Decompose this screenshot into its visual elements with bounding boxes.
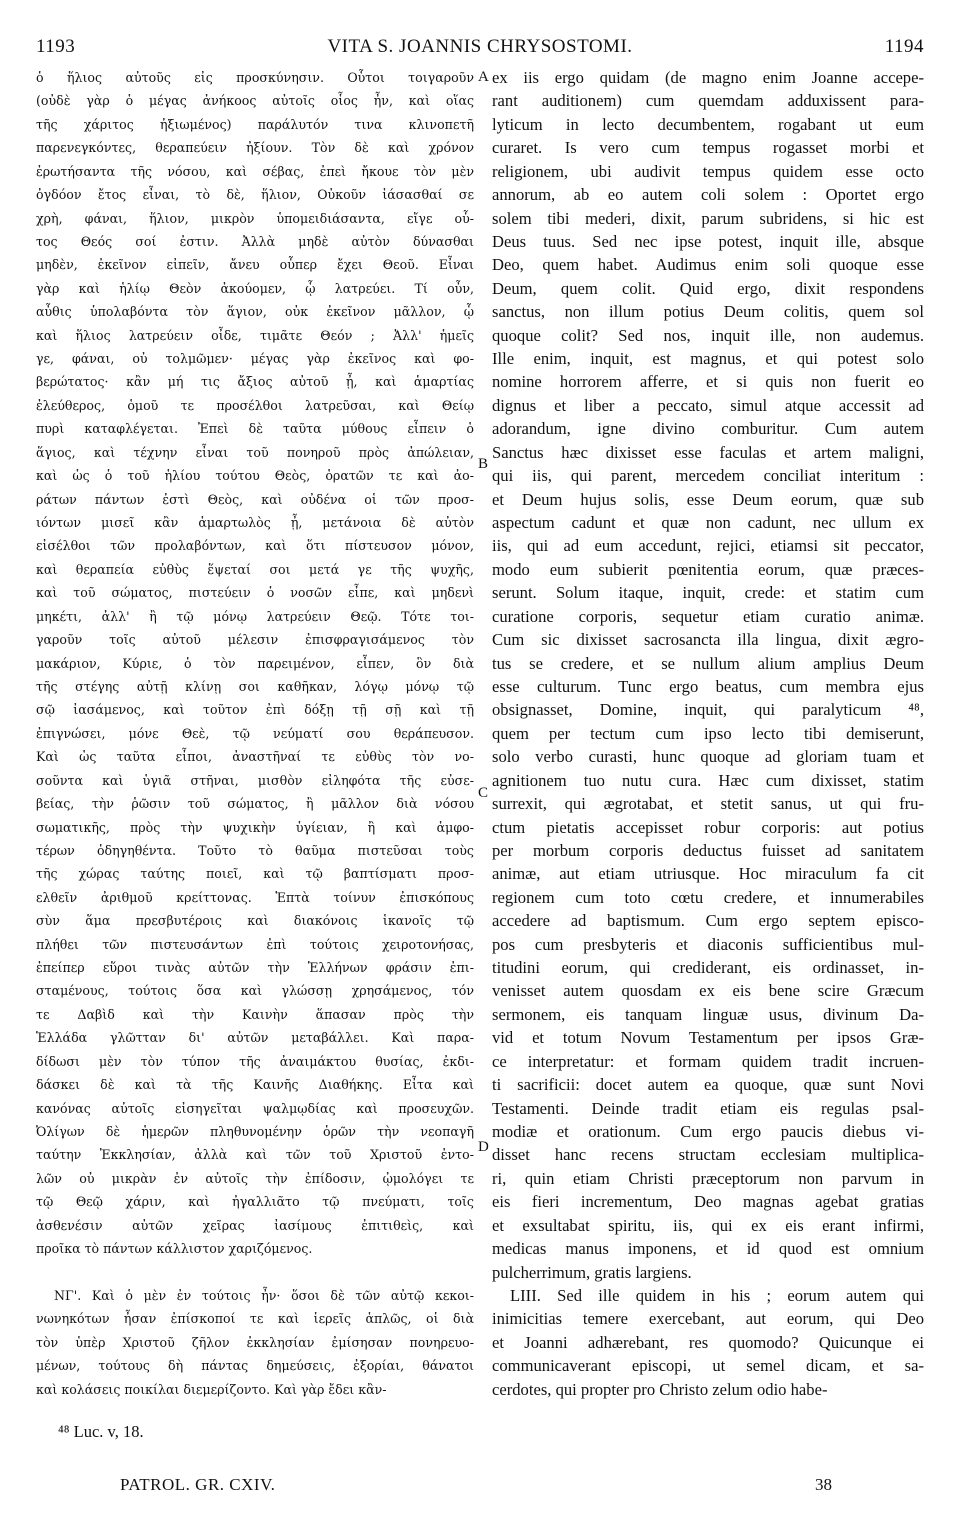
latin-line: curaret. Is vero cum tempus rogasset morbi et <box>492 138 924 158</box>
greek-line: ὁ ἥλιος αὐτοῦς εἰς προσκύνησιν. Οὗτοι τοιγαροῦν <box>36 70 474 85</box>
latin-line: accedere ad baptismum. Cum ergo septem episco- <box>492 911 924 931</box>
latin-line: communicaverant episcopi, ut semel dicam, et sa- <box>492 1356 924 1376</box>
greek-line: λῶν οὐ μικρὰν ἐν αὐτοῖς τὴν ἐπίδοσιν, ᾠμολόγει τε <box>36 1170 474 1186</box>
latin-line: adorandum, igne divino comburitur. Cum autem <box>492 419 924 439</box>
series-signature: PATROL. GR. CXIV. <box>120 1475 276 1494</box>
greek-line: τὸν ὑπὲρ Χριστοῦ ζῆλον ἐκκλησίαν ἐμίσησαν πονηρευο- <box>36 1334 474 1350</box>
greek-line: ἅγιος, καὶ τέχνην εἶναι τοῦ πονηροῦ πρὸς ἀπώλειαν, <box>36 444 474 460</box>
greek-line: κανόνας αὐτοῖς εἰσηγεῖται ψαλμῳδίας καὶ προσευχῶν. <box>36 1100 474 1116</box>
greek-line: μηκέτι, ἀλλ' ἢ τῷ μόνῳ λατρεύειν Θεῷ. Τότε τοι- <box>36 608 474 624</box>
latin-line: inimicitias temere exercebant, aut eorum, qui Deo <box>492 1309 924 1329</box>
greek-blank <box>36 1261 474 1284</box>
greek-line: γαροῦν τοῖς αὐτοῦ μέλεσιν ἐπισφραγισάμενος τὸν <box>36 632 474 648</box>
latin-line: rant auditionem) cum quemdam adduxissent para- <box>492 91 924 111</box>
latin-line: solo verbo curasti, hunc quoque ad gloriam tuam et <box>492 747 924 767</box>
greek-line: ἐπιγνώσει, μόνε Θεὲ, τῷ νεύματί σου θεράπευσον. <box>36 725 474 741</box>
latin-line: Deo, quem habet. Audimus enim soli quoque esse <box>492 255 924 275</box>
latin-line: titudini eorum, qui crediderant, eis ordinasset, in- <box>492 958 924 978</box>
greek-line: ἀσθενέσιν αὐτῶν χεῖρας ἰασίμους ἐπιτιθεὶς, καὶ <box>36 1217 474 1233</box>
latin-line: LIII. Sed ille quidem in his ; eorum autem qui <box>510 1285 924 1305</box>
greek-line: τῆς χώρας ταύτης ποιεῖ, καὶ τῷ βαπτίσματι προσ- <box>36 866 474 882</box>
section-marker-d: D <box>478 1139 489 1155</box>
greek-line: χρὴ, φάναι, ἥλιον, μικρὸν ὑπομειδιάσαντα, εἴγε οὗ- <box>36 210 474 226</box>
latin-line: modiæ et orationum. Cum ergo paucis diebus vi- <box>492 1121 924 1141</box>
latin-line: nomine horrorem afferre, et si quis non fuerit eo <box>492 372 924 392</box>
latin-line: sermonem, eis tanquam linguæ usus, divinum Da- <box>492 1004 924 1024</box>
greek-text-column <box>36 66 474 1401</box>
greek-line: καὶ θεραπεία εὐθὺς ἕψεταί σοι μετά γε τῆς ψυχῆς, <box>36 561 474 577</box>
greek-line: Ὀλίγων δὲ ἡμερῶν πληθυνομένην ὁρῶν τὴν νεοπαγῆ <box>36 1123 474 1139</box>
greek-line: τε Δαβὶδ καὶ τὴν Καινὴν ἅπασαν πρὸς τὴν <box>36 1006 474 1022</box>
greek-line: πλήθει τῶν πιστευσάντων ἐπὶ τούτοις χειροτονήσας, <box>36 936 474 952</box>
latin-line: religionem, ubi audivit tempus quidem esse octo <box>492 161 924 181</box>
greek-line: δίδωσι μὲν τὸν τύπον τῆς ἀναιμάκτου θυσίας, ἐκδι- <box>36 1053 474 1069</box>
greek-line: σταμένους, τούτοις ὅσα καὶ γλώσσῃ χρησάμενος, τόν <box>36 983 474 999</box>
latin-line: animæ, aut etiam utriusque. Hoc miraculum fa cit <box>492 864 924 884</box>
greek-line: μακάριον, Κύριε, ὁ τὸν παρειμένον, εἶπεν, ὃν διὰ <box>36 655 474 671</box>
latin-line: Testamenti. Deinde tradit etiam eis regulas psal- <box>492 1098 924 1118</box>
latin-line: ti sacrificii: docet autem ea quoque, quæ sunt Novi <box>492 1075 924 1095</box>
greek-line: (οὐδὲ γὰρ ὁ μέγας ἀνήκοος αὐτοῖς οἷος ἦν, καὶ οἵας <box>36 93 474 109</box>
latin-text-column <box>492 66 924 1401</box>
left-column-number: 1193 <box>36 36 76 57</box>
greek-line: προῖκα τὸ πάντων κάλλιστον χαριζόμενος. <box>36 1241 313 1257</box>
greek-line: αὖθις ὑπολαβόντα τὸν ἅγιον, οὐκ ἐκεῖνον μᾶλλον, ᾧ <box>36 304 474 320</box>
greek-line: γὰρ καὶ ἡλίῳ Θεὸν ἀκούομεν, ᾧ λατρεύει. Τί οὖν, <box>36 280 474 296</box>
latin-line: ex iis ergo quidam (de magno enim Joanne accepe- <box>492 68 924 87</box>
latin-line: et exsultabat spiritu, iis, qui ex eis erant infirmi, <box>492 1215 924 1235</box>
latin-line: venisset autem quosdam ex eis bene scire Græcum <box>492 981 924 1001</box>
latin-line: Deum, quem colit. Quid ergo, dixit respondens <box>492 278 924 298</box>
latin-line: qui iis, qui parent, mercedem conciliat interitum : <box>492 466 924 486</box>
latin-line: ri, quin etiam Christi præceptorum non parvum in <box>492 1168 924 1188</box>
latin-line: tus se credere, et se nullum alium amplius Deum <box>492 653 924 673</box>
greek-line: καὶ τοῦ σώματος, πιστεύειν ὁ νοσῶν εἶπε, καὶ μηδενὶ <box>36 585 474 601</box>
latin-line: iis, qui ad eum accedunt, rejici, etiamsi sit peccator, <box>492 536 924 556</box>
greek-line: νωνηκότων ἦσαν ἐπίσκοποί τε καὶ ἱερεῖς ἁπλῶς, οἱ διὰ <box>36 1311 474 1327</box>
greek-line: δάσκει δὲ καὶ τὰ τῆς Καινῆς Διαθήκης. Εἶτα καὶ <box>36 1077 474 1093</box>
latin-line: eis fieri incrementum, Deo magnas agebat gratias <box>492 1192 924 1212</box>
greek-line: τος Θεός σοί ἐστιν. Ἀλλὰ μηδὲ αὐτὸν δύνασθαι <box>36 233 474 249</box>
latin-line: surrexit, qui ægrotabat, et stetit sanus, ut qui fru- <box>492 794 924 814</box>
greek-line: ελθεῖν ἀριθμοῦ κρείττονας. Ἑπτὰ τοίνυν ἐπισκόπους <box>36 889 474 905</box>
greek-line: ιόντων μισεῖ κἂν ἁμαρτωλὸς ᾖ, μετάνοια δὲ αὐτὸν <box>36 515 474 531</box>
latin-line: pulcherrimum, gratis largiens. <box>492 1262 692 1282</box>
running-title: VITA S. JOANNIS CHRYSOSTOMI. <box>327 36 633 57</box>
greek-line: ταύτην Ἐκκλησίαν, ἀλλὰ καὶ τῶν τοῦ Χριστοῦ ἐντο- <box>36 1147 474 1163</box>
greek-line: ἐλεύθερος, ὁμοῦ τε προσέλθοι λατρεῦσαι, καὶ Θείῳ <box>36 397 474 413</box>
latin-line: vid et totum Novum Testamentum per ipsos Græ- <box>492 1028 924 1048</box>
latin-line: medicas manus imponens, et id quod est omnium <box>492 1239 924 1259</box>
latin-line: Cum sic dixisset sacrosancta illa lingua, dixit ægro- <box>492 630 924 650</box>
greek-line: σωματικῆς, πρὸς τὴν ψυχικὴν ὑγίειαν, ἢ καὶ ἀμφο- <box>36 819 474 835</box>
latin-line: per morbum corporis deductus fuisset ad sanitatem <box>492 840 924 860</box>
greek-line: ἐπείπερ εὕροι τινὰς αὐτῶν τὴν Ἑλλήνων φράσιν ἐπι- <box>36 960 474 976</box>
latin-line: ctum pietatis accepisset robur corporis: aut potius <box>492 817 924 837</box>
latin-line: curatione corporis, sequetur etiam curatio animæ. <box>492 606 924 626</box>
section-marker-b: B <box>478 456 489 472</box>
latin-line: cerdotes, qui propter pro Christo zelum odio habe- <box>492 1379 828 1399</box>
latin-line: serunt. Solum itaque, inquit, crede: et statim cum <box>492 583 924 603</box>
running-header <box>36 36 924 62</box>
latin-line: et Joanni adhærebant, res quomodo? Quicunque ei <box>492 1332 924 1352</box>
greek-line: Καὶ ὡς ταῦτα εἶποι, ἀναστῆναί τε εὐθὺς τὸν νο- <box>36 749 474 765</box>
latin-line: ce interpretatur: et formam quidem tradit incruen- <box>492 1051 924 1071</box>
latin-line: Ille enim, inquit, est magnus, et qui potest solo <box>492 349 924 369</box>
latin-line: disset hanc recens structam ecclesiam multiplica- <box>492 1145 924 1165</box>
greek-line: Ἑλλάδα γλῶτταν δι' αὐτῶν μεταβάλλει. Καὶ παρα- <box>36 1030 474 1046</box>
greek-line: παρενεγκόντες, θεραπεύειν ἠξίουν. Τὸν δὲ καὶ χρόνον <box>36 140 474 156</box>
greek-line: μένων, τούτους δὴ πάντας δημεύσεις, ἐξορίαι, θάνατοι <box>36 1358 474 1374</box>
greek-line: μηδὲν, ἐκεῖνον εἰπεῖν, ἄνευ οὗπερ ἔχει Θεοῦ. Εἶναι <box>36 257 474 273</box>
greek-line: τέρων ὁδηγηθέντα. Τοῦτο τὸ θαῦμα πιστεῦσαι τοὺς <box>36 842 474 858</box>
latin-line: aspectum cadunt et quæ non cadunt, nec ullum ex <box>492 513 924 533</box>
greek-line: σὺν ἅμα πρεσβυτέροις καὶ διακόνοις ἱκανοῖς τῷ <box>36 913 474 929</box>
greek-line: ΝΓ'. Καὶ ὁ μὲν ἐν τούτοις ἦν· ὅσοι δὲ τῶν αὐτῷ κεκοι- <box>54 1287 474 1303</box>
latin-line: annorum, ab eo autem coli solem : Oportet ergo <box>492 185 924 205</box>
latin-line: obsignasset, Domine, inquit, qui paralyticum ⁴⁸, <box>492 700 924 720</box>
greek-line: καὶ κολάσεις ποικίλαι διεμερίζοντο. Καὶ γὰρ ἔδει κἂν- <box>36 1381 387 1397</box>
latin-line: quem per tectum cum ipso lecto tibi demiserunt, <box>492 723 924 743</box>
latin-line: et Deum hujus solis, esse Deum eorum, quæ sub <box>492 489 924 509</box>
section-marker-a: A <box>478 69 489 85</box>
greek-line: τῷ Θεῷ χάριν, καὶ ἠγαλλιᾶτο τῷ πνεύματι, τοῖς <box>36 1194 474 1210</box>
greek-line: βείας, τὴν ῥῶσιν τοῦ σώματος, ἢ μᾶλλον διὰ νόσου <box>36 796 474 812</box>
greek-line: πυρὶ καταφλέγεται. Ἐπεὶ δὲ ταῦτα μύθους εἶπειν ὁ <box>36 421 474 437</box>
latin-line: solem tibi mederi, dixit, parum subridens, si hic est <box>492 208 924 228</box>
latin-line: dignus et liber a peccato, simul atque accessit ad <box>492 395 924 415</box>
greek-line: καὶ ἥλιος λατρεύειν οἶδε, τιμᾶτε Θεόν ; Ἀλλ' ἡμεῖς <box>36 327 474 343</box>
greek-line: τῆς στέγης αὐτῇ κλίνῃ σοι καθῆκαν, λόγῳ μόνῳ τῷ <box>36 678 474 694</box>
greek-line: εἰσέλθοι τῶν προλαβόντων, καὶ ὅτι πίστευσον μόνον, <box>36 538 474 554</box>
latin-line: pos cum presbyteris et diaconis sufficientibus mul- <box>492 934 924 954</box>
greek-line: ράτων πάντων ἐστὶ Θεὸς, καὶ οὐδένα οἱ τῶν προσ- <box>36 491 474 507</box>
greek-line: τῆς χάριτος ἠξιωμένος) παράλυτόν τινα κλινοπετῆ <box>36 116 474 132</box>
greek-line: σοῦντα καὶ ὑγιᾶ στῆναι, μισθὸν εἰληφότα τῆς εὐσε- <box>36 772 474 788</box>
latin-line: regionem cum toto cœtu credere, et innumerabiles <box>492 887 924 907</box>
greek-line: βερώτατος· κἂν μή τις ἄξιος αὐτοῦ ᾖ, καὶ ἁμαρτίας <box>36 374 474 390</box>
greek-line: ἐρωτήσαντα τῆς νόσου, καὶ σέβας, ἐπεὶ ἤκουε τὸν μὲν <box>36 163 474 179</box>
greek-line: ὀγδόον ἔτος εἶναι, τὸ δὲ, ἥλιον, Οὐκοῦν ἰάσασθαί σε <box>36 187 474 203</box>
section-marker-c: C <box>478 785 489 801</box>
latin-line: Sanctus hæc dixisset esse faculas et artem maligni, <box>492 442 924 462</box>
latin-line: agnitionem tuo nutu cura. Hæc cum dixisset, statim <box>492 770 924 790</box>
footnote: ⁴⁸ Luc. v, 18. <box>58 1422 144 1441</box>
greek-line: καὶ ὡς ὁ τοῦ ἡλίου τούτου Θεὸς, ὁρατῶν τε καὶ ἀο- <box>36 468 474 484</box>
latin-line: Deus tuus. Sed nec ipse potest, inquit ille, absque <box>492 231 924 251</box>
latin-line: esse culturum. Tunc ergo beatus, cum membra ejus <box>492 676 924 696</box>
greek-line: γε, φάναι, οὐ τολμῶμεν· μέγας γὰρ ἐκεῖνος καὶ φο- <box>36 351 474 367</box>
latin-line: modo eum subierit pœnitentia eorum, quæ præces- <box>492 559 924 579</box>
page-number: 38 <box>815 1475 832 1494</box>
latin-line: sanctus, non illum potius Deum colitis, quem sol <box>492 302 924 322</box>
greek-line: σῷ ἰασάμενος, καὶ τοῦτον ἐπὶ δόξῃ τῇ σῇ καὶ τῇ <box>36 702 474 718</box>
latin-line: quoque colit? Sed nos, inquit ille, non audemus. <box>492 325 924 345</box>
latin-line: lyticum in lecto decumbentem, rogabant ut eum <box>492 114 924 134</box>
right-column-number: 1194 <box>884 36 924 57</box>
